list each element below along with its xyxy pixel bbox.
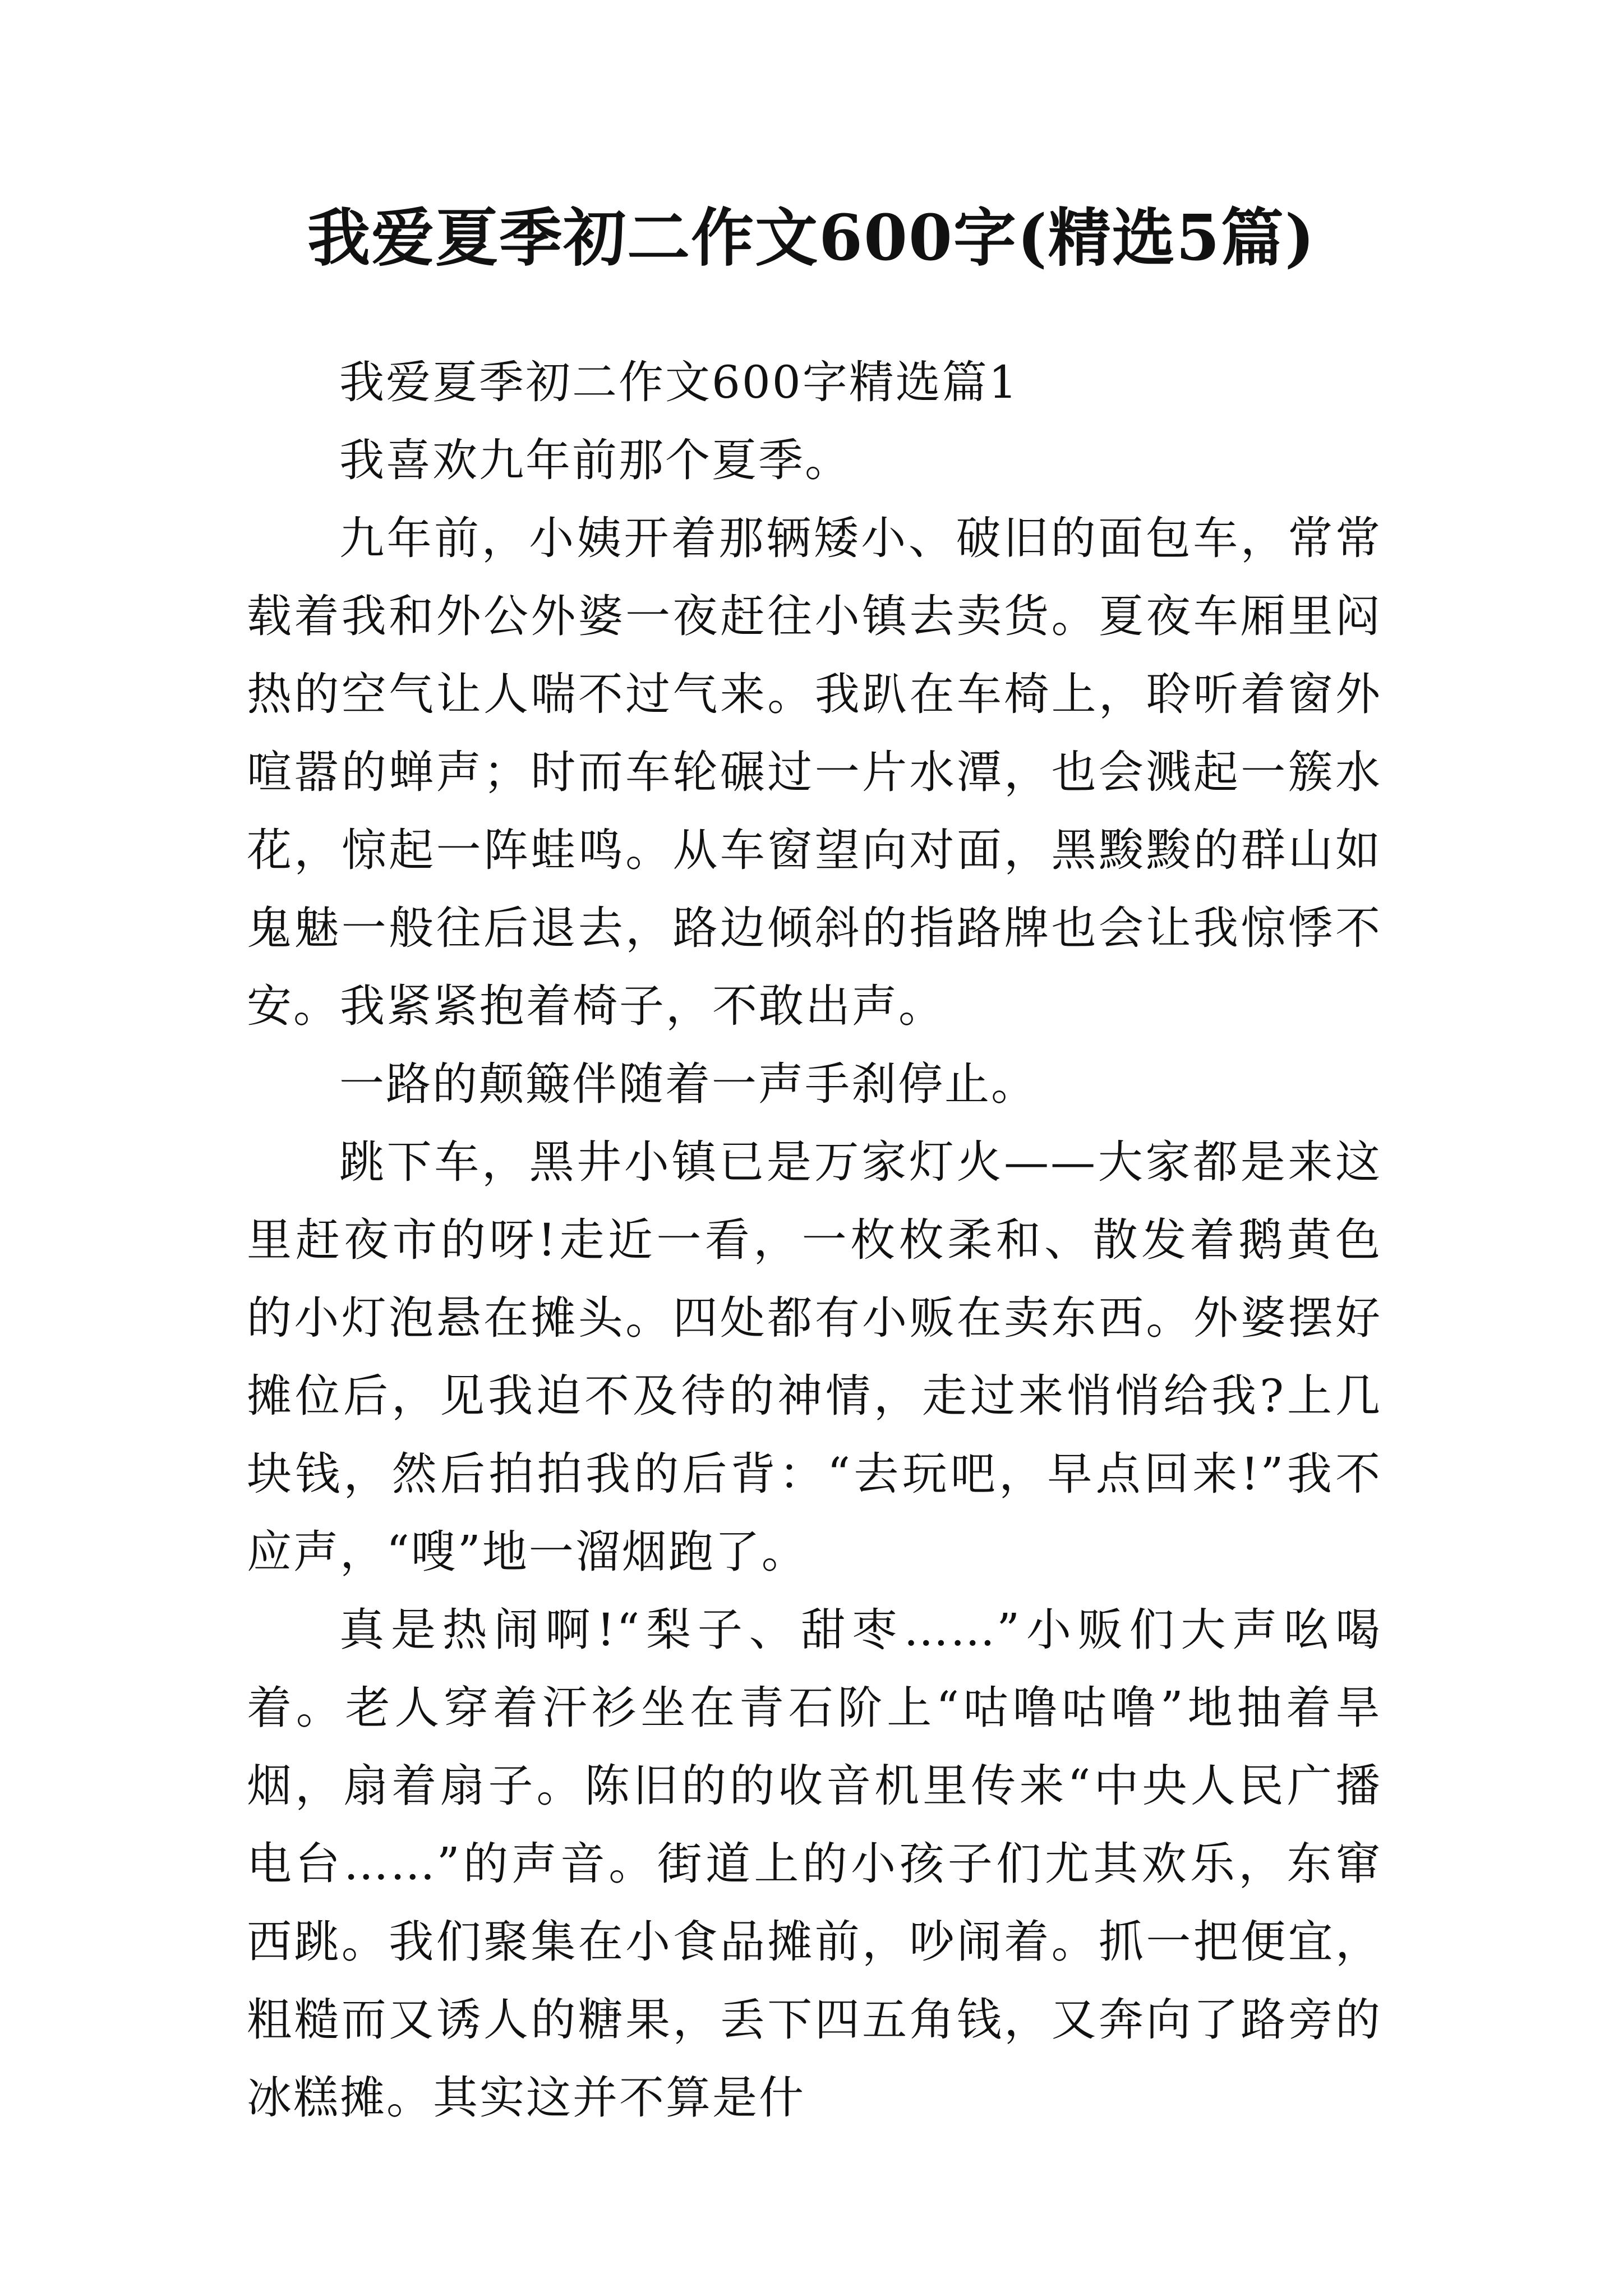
paragraph: 一路的颠簸伴随着一声手刹停止。 (339, 1058, 1038, 1110)
paragraph: 真是热闹啊!“梨子、甜枣……”小贩们大声吆喝着。老人穿着汗衫坐在青石阶上“咕噜咕噜”地抽着旱烟，扇着扇子。陈旧的的收音机里传来“中央人民广播电台……”的声音。街道上的小孩子们尤其欢乐，东窜西跳。我们聚集在小食品摊前，吵闹着。抓一把便宜，粗糙而又诱人的糖果，丢下四五角钱，又奔向了路旁的冰糕摊。其实这并不算是什 (247, 1604, 1382, 2124)
section-heading: 我爱夏季初二作文600字精选篇1 (339, 356, 1019, 408)
paragraph: 跳下车，黑井小镇已是万家灯火——大家都是来这里赶夜市的呀!走近一看，一枚枚柔和、散发着鹅黄色的小灯泡悬在摊头。四处都有小贩在卖东西。外婆摆好摊位后，见我迫不及待的神情，走过来悄悄给我?上几块钱，然后拍拍我的后背：“去玩吧，早点回来!”我不应声，“嗖”地一溜烟跑了。 (247, 1136, 1382, 1578)
paragraph: 我喜欢九年前那个夏季。 (339, 434, 851, 486)
paragraph: 九年前，小姨开着那辆矮小、破旧的面包车，常常载着我和外公外婆一夜赶往小镇去卖货。夏夜车厢里闷热的空气让人喘不过气来。我趴在车椅上，聆听着窗外喧嚣的蝉声；时而车轮碾过一片水潭，也会溅起一簇水花，惊起一阵蛙鸣。从车窗望向对面，黑黢黢的群山如鬼魅一般往后退去，路边倾斜的指路牌也会让我惊悸不安。我紧紧抱着椅子，不敢出声。 (247, 512, 1382, 1032)
document-title: 我爱夏季初二作文600字(精选5篇) (307, 201, 1316, 275)
document-body (247, 343, 1382, 2137)
